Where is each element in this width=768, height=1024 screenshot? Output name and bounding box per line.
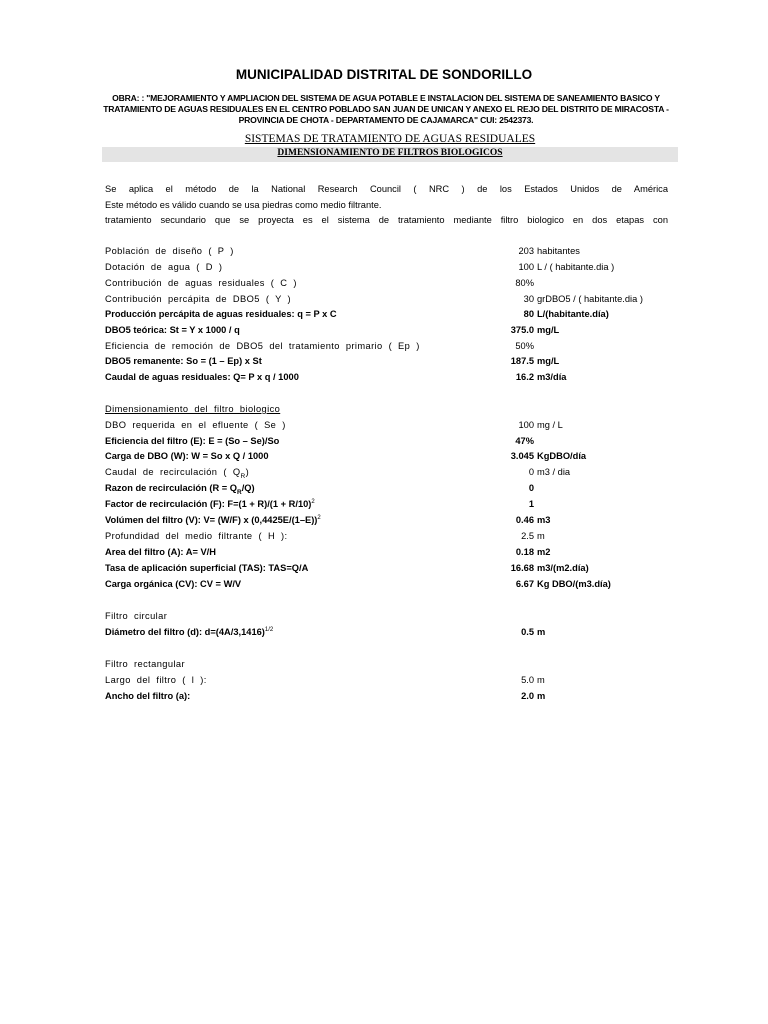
row-value: 0.5 bbox=[521, 627, 534, 637]
row-value: 16.2 bbox=[515, 372, 534, 382]
calculation-row bbox=[0, 356, 768, 370]
row-unit: m2 bbox=[537, 547, 551, 557]
row-label: Filtro circular bbox=[105, 611, 168, 621]
calculation-row bbox=[0, 309, 768, 323]
section-title: SISTEMAS DE TRATAMIENTO DE AGUAS RESIDUALES bbox=[244, 133, 536, 145]
row-unit: m bbox=[537, 675, 545, 685]
row-label: Carga de DBO (W): W = So x Q / 1000 bbox=[105, 451, 269, 461]
calculation-row bbox=[0, 627, 768, 641]
row-label: Eficiencia del filtro (E): E = (So – Se)/So bbox=[105, 436, 280, 446]
label-superscript: 2 bbox=[317, 515, 321, 521]
row-value: 100 bbox=[518, 262, 534, 272]
label-subscript: R bbox=[237, 488, 242, 496]
calculation-row bbox=[0, 659, 768, 673]
row-label: Carga orgánica (CV): CV = W/V bbox=[105, 579, 242, 589]
label-superscript: 2 bbox=[311, 499, 315, 505]
label-subscript: R bbox=[240, 472, 246, 480]
row-label: DBO requerida en el efluente ( Se ) bbox=[105, 420, 286, 430]
row-value: 0.18 bbox=[515, 547, 534, 557]
calculation-row bbox=[0, 483, 768, 497]
row-label: Razon de recirculación $(R = Q_R/Q)$ bbox=[105, 483, 255, 496]
row-unit: m bbox=[537, 531, 545, 541]
row-label: Filtro rectangular bbox=[105, 659, 185, 669]
intro-line-3: tratamiento secundario que se proyecta es el sistema de tratamiento mediante filtro biologico en dos etapas con bbox=[105, 215, 668, 225]
row-label: Caudal de recirculación ( $Q_R$) bbox=[105, 467, 250, 480]
row-unit: grDBO5 / ( habitante.dia ) bbox=[537, 294, 643, 304]
row-label: Población de diseño ( P ) bbox=[105, 246, 234, 256]
row-unit: habitantes bbox=[537, 246, 580, 256]
row-label: Eficiencia de remoción de DBO5 del tratamiento primario ( Ep ) bbox=[105, 341, 420, 351]
section-heading: Dimensionamiento del filtro biologico bbox=[105, 404, 281, 414]
calculation-row bbox=[0, 675, 768, 689]
page-title: MUNICIPALIDAD DISTRITAL DE SONDORILLO bbox=[235, 67, 533, 82]
row-value: 0 bbox=[528, 467, 534, 477]
calculation-row bbox=[0, 691, 768, 705]
row-unit: L/(habitante.día) bbox=[537, 309, 609, 319]
row-value: 2.0 bbox=[521, 691, 534, 701]
calculation-row bbox=[0, 515, 768, 529]
calculation-row bbox=[0, 341, 768, 355]
calculation-row bbox=[0, 451, 768, 465]
row-value: 375.0 bbox=[510, 325, 534, 335]
calculation-row bbox=[0, 611, 768, 625]
calculation-row bbox=[0, 563, 768, 577]
row-label: Contribución percápita de DBO5 ( Y ) bbox=[105, 294, 292, 304]
row-label: Tasa de aplicación superficial (TAS): TAS=Q/A bbox=[105, 563, 309, 573]
project-description-line-2: TRATAMIENTO DE AGUAS RESIDUALES EN EL CENTRO POBLADO SAN JUAN DE UNICAN Y ANEXO EL REJO DEL DISTRITO DE MIRACOSTA - bbox=[103, 104, 669, 114]
row-label: Largo del filtro ( l ): bbox=[105, 675, 207, 685]
calculation-row bbox=[0, 547, 768, 561]
section-heading-row bbox=[0, 404, 768, 418]
row-value: 3.045 bbox=[510, 451, 534, 461]
project-description bbox=[96, 93, 676, 126]
calculation-row bbox=[0, 499, 768, 513]
calculation-row bbox=[0, 278, 768, 292]
project-description-line-1: OBRA: : "MEJORAMIENTO Y AMPLIACION DEL SISTEMA DE AGUA POTABLE E INSTALACION DEL SISTEMA DE SANEAMIENTO BASICO Y bbox=[112, 93, 660, 103]
row-label: Contribución de aguas residuales ( C ) bbox=[105, 278, 297, 288]
row-label: Area del filtro (A): A= V/H bbox=[105, 547, 216, 557]
row-unit: m bbox=[537, 691, 546, 701]
label-superscript: 1/2 bbox=[264, 627, 274, 633]
row-label: Caudal de aguas residuales: Q= P x q / 1000 bbox=[105, 372, 299, 382]
calculation-row bbox=[0, 467, 768, 481]
row-unit: mg/L bbox=[537, 325, 560, 335]
row-label: Producción percápita de aguas residuales: q = P x C bbox=[105, 309, 337, 319]
row-unit: m3/día bbox=[537, 372, 567, 382]
row-unit: mg / L bbox=[537, 420, 563, 430]
row-label: Factor de recirculación (F): $F=(1 + R)/(1 + R/10)^2$ bbox=[105, 499, 315, 510]
calculation-row bbox=[0, 294, 768, 308]
row-value: 80% bbox=[515, 278, 534, 288]
row-value: 5.0 bbox=[521, 675, 534, 685]
row-label: Ancho del filtro (a): bbox=[105, 691, 191, 701]
project-description-line-3: PROVINCIA DE CHOTA - DEPARTAMENTO DE CAJAMARCA" CUI: 2542373. bbox=[238, 115, 534, 125]
row-unit: mg/L bbox=[537, 356, 560, 366]
intro-line-2: Este método es válido cuando se usa piedras como medio filtrante. bbox=[105, 200, 382, 210]
calculation-row bbox=[0, 436, 768, 450]
row-label: Volúmen del filtro (V): V= (W/F) x $(0,4425E/(1-E))^2$ bbox=[105, 515, 321, 526]
row-unit: m3/(m2.día) bbox=[537, 563, 589, 573]
row-value: 50% bbox=[515, 341, 534, 351]
row-label: Dotación de agua ( D ) bbox=[105, 262, 223, 272]
calculation-row bbox=[0, 420, 768, 434]
row-value: 30 bbox=[523, 294, 534, 304]
row-value: 2.5 bbox=[521, 531, 534, 541]
row-label: DBO5 teórica: St = Y x 1000 / q bbox=[105, 325, 240, 335]
row-unit: m3 / dia bbox=[537, 467, 571, 477]
row-value: 6.67 bbox=[515, 579, 534, 589]
row-value: 203 bbox=[518, 246, 534, 256]
calculation-row bbox=[0, 372, 768, 386]
calculation-row bbox=[0, 246, 768, 260]
row-value: 80 bbox=[523, 309, 534, 319]
calculation-row bbox=[0, 262, 768, 276]
row-label: Diámetro del filtro (d): $d=(4A/3,1416)^{1/2}$ bbox=[105, 627, 274, 638]
row-label: Profundidad del medio filtrante ( H ): bbox=[105, 531, 288, 541]
calculation-row bbox=[0, 325, 768, 339]
row-value: 100 bbox=[518, 420, 534, 430]
calculation-row bbox=[0, 579, 768, 593]
row-value: 16.68 bbox=[510, 563, 534, 573]
row-unit: m3 bbox=[537, 515, 551, 525]
row-value: 1 bbox=[528, 499, 534, 509]
row-unit: Kg DBO/(m3.día) bbox=[537, 579, 611, 589]
row-label: DBO5 remanente: So = (1 – Ep) x St bbox=[105, 356, 262, 366]
row-unit: KgDBO/día bbox=[537, 451, 587, 461]
row-value: 0 bbox=[528, 483, 534, 493]
row-unit: L / ( habitante.dia ) bbox=[537, 262, 615, 272]
row-value: 47% bbox=[515, 436, 534, 446]
row-value: 0.46 bbox=[515, 515, 534, 525]
intro-line-1: Se aplica el método de la National Research Council ( NRC ) de los Estados Unidos de América bbox=[105, 184, 668, 194]
calculation-row bbox=[0, 531, 768, 545]
section-subtitle: DIMENSIONAMIENTO DE FILTROS BIOLOGICOS bbox=[277, 148, 503, 158]
row-value: 187.5 bbox=[510, 356, 534, 366]
row-unit: m bbox=[537, 627, 546, 637]
